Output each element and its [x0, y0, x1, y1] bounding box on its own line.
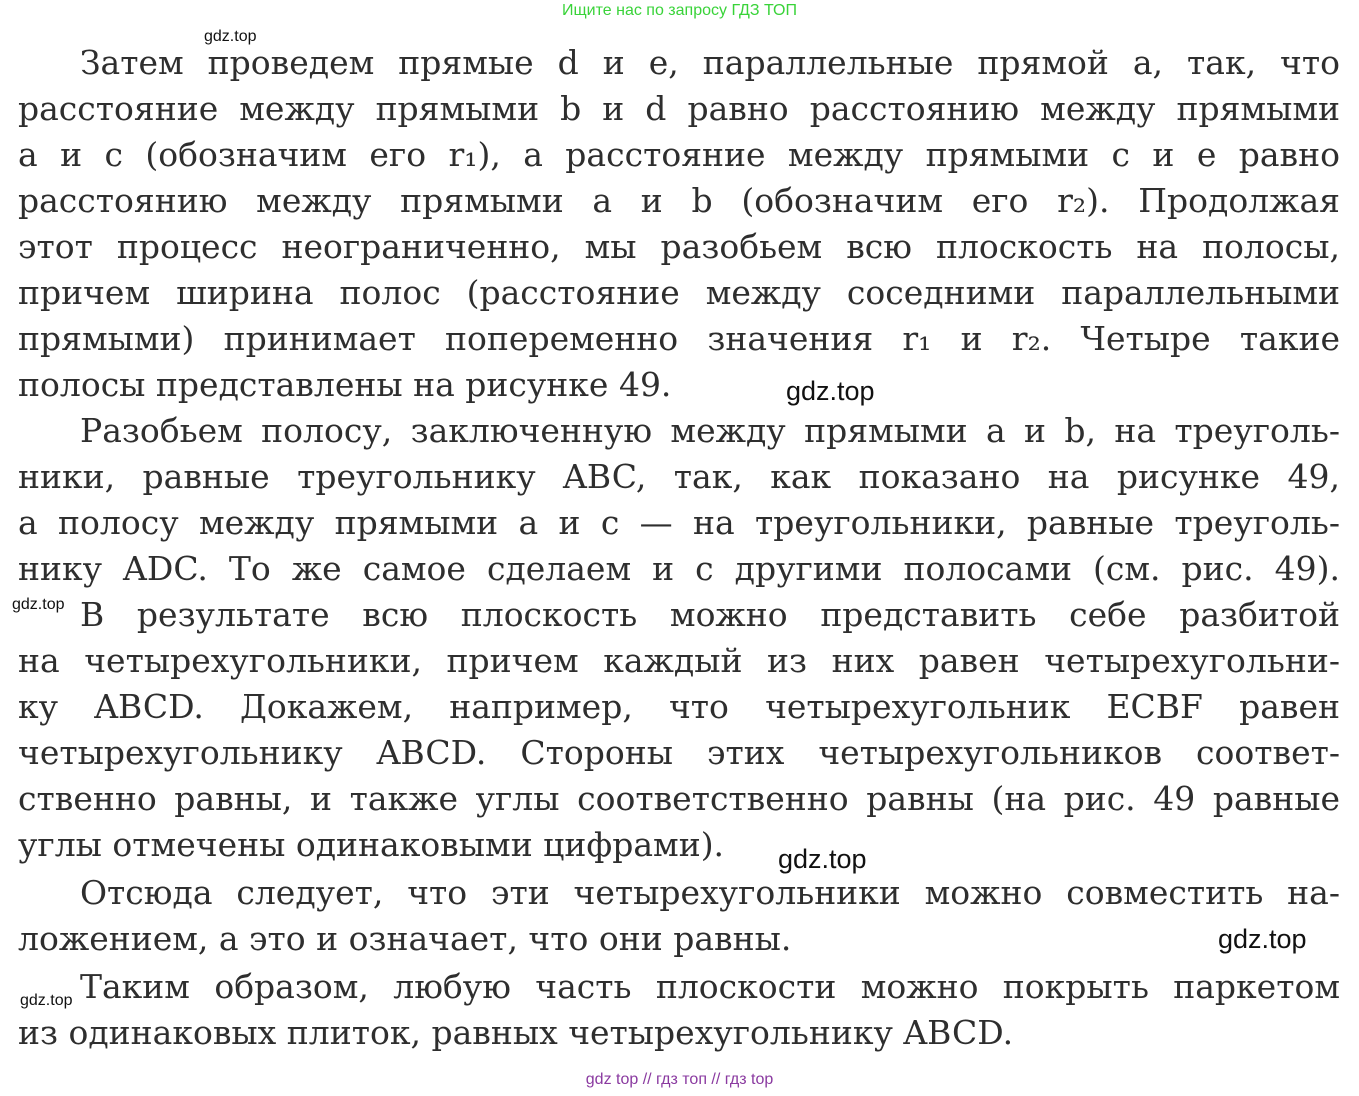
- paragraph-3: [18, 870, 1340, 962]
- watermark: gdz.top: [786, 376, 875, 406]
- text-line: этот процесс неограниченно, мы разобьем всю плоскость на полосы,: [18, 227, 1340, 266]
- watermark: gdz.top: [778, 844, 867, 874]
- bottom-banner[interactable]: gdz top // гдз топ // гдз top: [585, 1071, 774, 1088]
- text-line: ственно равны, и также углы соответственно равны (на рис. 49 равные: [18, 779, 1340, 818]
- text-line: ники, равные треугольнику ABC, так, как показано на рисунке 49,: [18, 457, 1340, 496]
- top-banner[interactable]: Ищите нас по запросу ГДЗ ТОП: [562, 2, 797, 19]
- watermark: gdz.top: [20, 992, 73, 1009]
- paragraph-4: [18, 964, 1340, 1056]
- text-line: Разобьем полосу, заключенную между прямыми a и b, на треуголь-: [80, 411, 1340, 450]
- text-line: углы отмечены одинаковыми цифрами).: [18, 825, 725, 864]
- text-line: полосы представлены на рисунке 49.: [18, 365, 672, 404]
- text-line: из одинаковых плиток, равных четырехугольнику ABCD.: [18, 1013, 1014, 1052]
- text-line: ложением, а это и означает, что они равны.: [18, 919, 792, 958]
- text-line: a и c (обозначим его r₁), а расстояние между прямыми c и e равно: [18, 135, 1340, 174]
- paragraph-2: [18, 408, 1340, 868]
- text-line: прямыми) принимает попеременно значения r₁ и r₂. Четыре такие: [18, 319, 1340, 358]
- text-line: Затем проведем прямые d и e, параллельные прямой a, так, что: [80, 43, 1340, 82]
- paragraph-1: [18, 40, 1340, 408]
- watermark: gdz.top: [204, 28, 257, 45]
- text-line: а полосу между прямыми a и c — на треугольники, равные треуголь-: [18, 503, 1340, 542]
- text-line: расстоянию между прямыми a и b (обозначим его r₂). Продолжая: [18, 181, 1340, 220]
- text-line: причем ширина полос (расстояние между соседними параллельными: [18, 273, 1340, 312]
- watermark: gdz.top: [12, 596, 65, 613]
- text-line: четырехугольнику ABCD. Стороны этих четырехугольников соответ-: [18, 733, 1340, 772]
- watermark: gdz.top: [1218, 924, 1307, 954]
- text-line: расстояние между прямыми b и d равно расстоянию между прямыми: [18, 89, 1340, 128]
- text-line: ку ABCD. Докажем, например, что четырехугольник ECBF равен: [18, 687, 1340, 726]
- text-line: Таким образом, любую часть плоскости можно покрыть паркетом: [80, 967, 1340, 1006]
- text-line: В результате всю плоскость можно представить себе разбитой: [80, 595, 1340, 634]
- text-line: на четырехугольники, причем каждый из них равен четырехугольни-: [18, 641, 1340, 680]
- text-line: Отсюда следует, что эти четырехугольники можно совместить на-: [80, 873, 1340, 912]
- text-line: нику ADC. То же самое сделаем и с другими полосами (см. рис. 49).: [18, 549, 1340, 588]
